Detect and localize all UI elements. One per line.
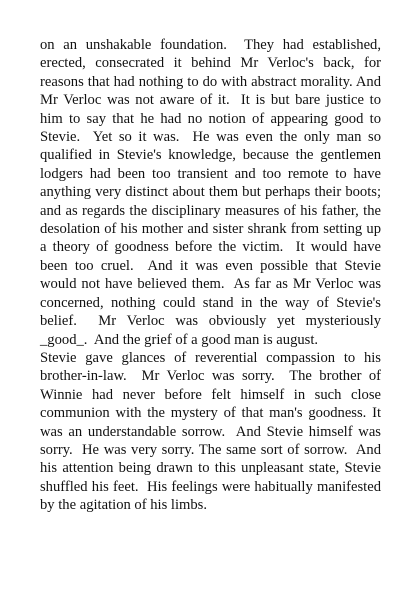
paragraph-2: Stevie gave glances of reverential compassion to his brother-in-law. Mr Verloc was sorry. The brother of Winnie had never before felt himself in such close communion with the mystery of that man's goodness. It was an understandable sorrow. And Stevie himself was sorry. He was very sorry. The same sort of sorrow. And his attention being drawn to this unpleasant state, Stevie shuffled his feet. His feelings were habitually manifested by the agitation of his limbs. xyxy=(40,349,385,514)
paragraph-1: on an unshakable foundation. They had established, erected, consecrated it behind Mr Verloc's back, for reasons that had nothing to do with abstract morality. And Mr Verloc was not aware of it. It is but bare justice to him to say that he had no notion of appearing good to Stevie. Yet so it was. He was even the only man so qualified in Stevie's knowledge, because the gentlemen lodgers had been too transient and too remote to have anything very distinct about them but perhaps their boots; and as regards the disciplinary measures of his father, the desolation of his mother and sister shrank from setting up a theory of goodness before the victim. It would have been too cruel. And it was even possible that Stevie would not have believed them. As far as Mr Verloc was concerned, nothing could stand in the way of Stevie's belief. Mr Verloc was obviously yet mysteriously _good_. And the grief of a good man is august. xyxy=(40,37,385,348)
page-text-block xyxy=(40,36,385,515)
